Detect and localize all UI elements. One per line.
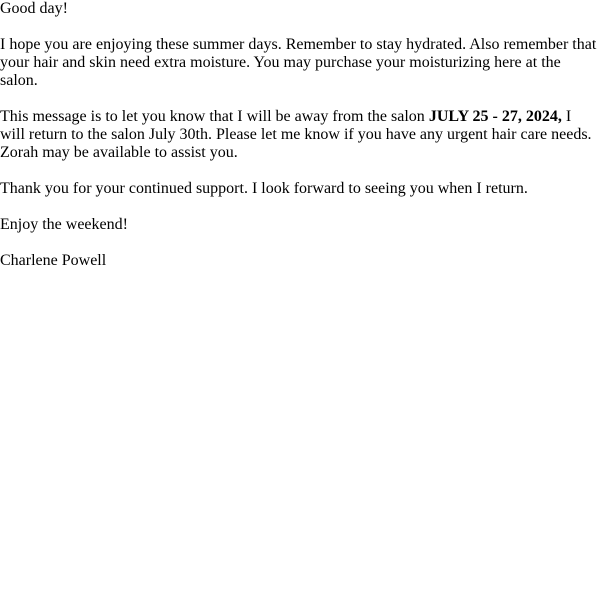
away-notice-details: I will return to the salon July 30th. Please let me know if you have any urgent hair care needs. Zorah may be available to assist you. (0, 108, 592, 161)
closing-line: Enjoy the weekend! (0, 216, 128, 233)
away-notice-intro: This message is to let you know that I will be away from the salon (0, 108, 429, 125)
greeting: Good day! (0, 0, 68, 17)
signature: Charlene Powell (0, 252, 107, 269)
paragraph-summer-reminder: I hope you are enjoying these summer days. Remember to stay hydrated. Also remember that your hair and skin need extra moisture. You may purchase your moisturizing here at the salon. (0, 36, 597, 89)
paragraph-thanks: Thank you for your continued support. I look forward to seeing you when I return. (0, 180, 528, 197)
paragraph-away-notice (0, 108, 598, 162)
email-body (0, 0, 598, 288)
away-dates: JULY 25 - 27, 2024, (428, 108, 562, 125)
